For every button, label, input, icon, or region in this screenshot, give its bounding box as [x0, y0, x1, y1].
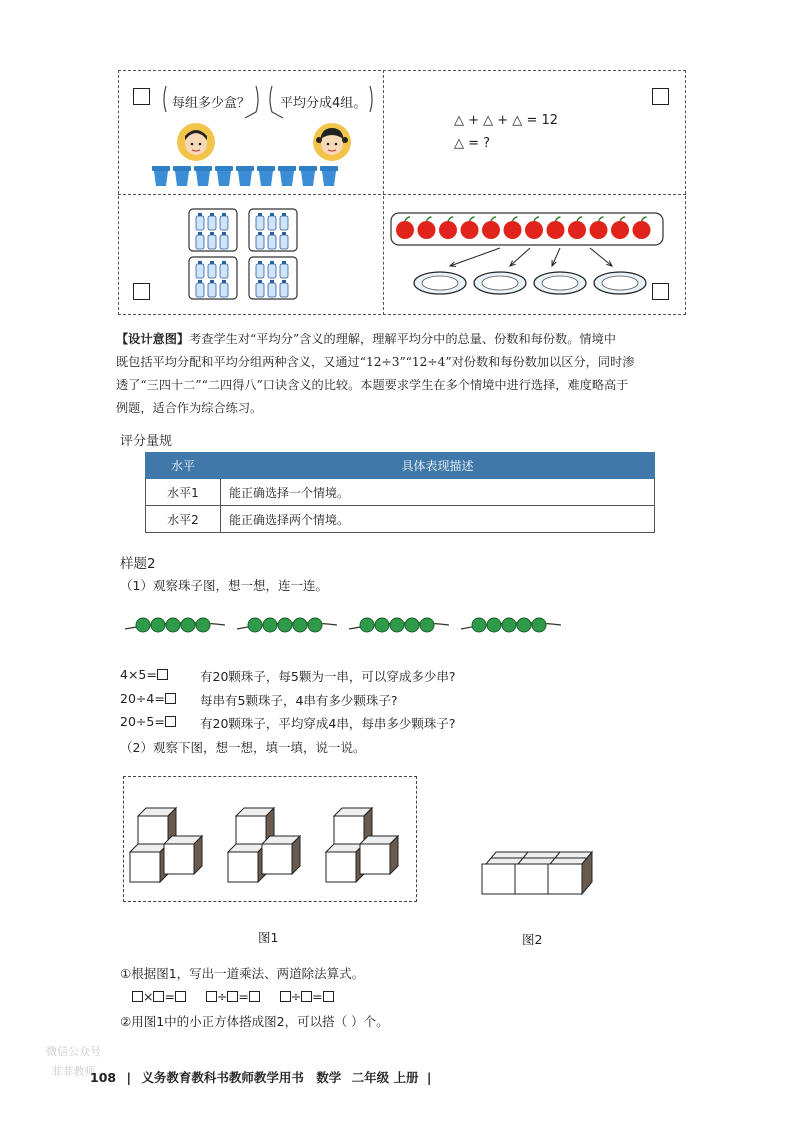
girl-avatar-icon — [312, 122, 352, 162]
bead — [308, 618, 322, 632]
equals-sign: = — [312, 989, 323, 1004]
book-title: 义务教育教科书教师教学用书 — [141, 1070, 304, 1085]
rubric-description: 能正确选择两个情境。 — [221, 506, 655, 533]
grid-divider-vertical — [383, 70, 384, 315]
bottle-pack — [189, 209, 237, 251]
bead — [517, 618, 531, 632]
cube-group — [228, 808, 300, 882]
answer-box[interactable] — [165, 716, 176, 727]
bead — [360, 618, 374, 632]
triangle-equation: △ + △ + △ = 12 — [454, 113, 559, 128]
cup-icon — [236, 166, 254, 186]
bead — [248, 618, 262, 632]
match-row-2 — [120, 691, 398, 708]
description-3: 有20颗珠子，平均穿成4串，每串多少颗珠子? — [200, 716, 456, 731]
arrow-icon — [590, 248, 612, 266]
answer-box[interactable] — [153, 991, 164, 1002]
bead — [136, 618, 150, 632]
book-grade: 二年级 上册 — [351, 1070, 419, 1085]
cup-icon — [320, 166, 338, 186]
bead — [487, 618, 501, 632]
plate-icon — [414, 272, 466, 294]
boy-avatar-icon — [176, 122, 216, 162]
arrow-icon — [552, 248, 560, 266]
bead — [420, 618, 434, 632]
bottle-pack — [249, 257, 297, 299]
bead — [166, 618, 180, 632]
sub-question-1: ①根据图1，写出一道乘法、两道除法算式。 — [120, 966, 365, 981]
answer-box[interactable] — [249, 991, 260, 1002]
answer-box[interactable] — [227, 991, 238, 1002]
bubble-right-text: 平均分成4组。 — [280, 96, 367, 111]
rubric-level: 水平2 — [146, 506, 221, 533]
bead-string — [125, 618, 225, 632]
table-row — [146, 506, 655, 533]
bead-strings — [125, 613, 595, 639]
equals-sign: = — [238, 989, 249, 1004]
rubric-header-description: 具体表现描述 — [221, 453, 655, 479]
bubble-left-text: 每组多少盒？ — [172, 96, 251, 111]
match-row-1 — [120, 667, 456, 684]
watermark-line-2: 菲菲教师 — [51, 1065, 96, 1078]
scenario-checkbox-3[interactable] — [133, 283, 150, 300]
rubric-level: 水平1 — [146, 479, 221, 506]
apples-to-plates — [385, 208, 685, 300]
figure-2-block — [476, 848, 606, 898]
bead — [181, 618, 195, 632]
description-2: 每串有5颗珠子，4串有多少颗珠子? — [200, 693, 398, 708]
watermark-line-1: 微信公众号 — [46, 1045, 101, 1058]
equation-1: 4×5= — [120, 667, 157, 682]
rubric-title: 评分量规 — [120, 434, 173, 449]
divide-sign: ÷ — [290, 989, 302, 1004]
bead — [375, 618, 389, 632]
cup-icon — [194, 166, 212, 186]
triangle-question: △ = ? — [454, 136, 491, 151]
bottle-pack — [249, 209, 297, 251]
scenario-checkbox-2[interactable] — [652, 88, 669, 105]
cups-row — [148, 164, 348, 190]
cup-icon — [278, 166, 296, 186]
bead — [263, 618, 277, 632]
sample-title: 样题2 — [120, 556, 156, 572]
cube-groups — [128, 798, 418, 888]
book-subject: 数学 — [316, 1070, 342, 1085]
rubric-table — [145, 452, 655, 533]
scenario-checkbox-1[interactable] — [133, 88, 150, 105]
rubric-header-level: 水平 — [146, 453, 221, 479]
figure-2-label: 图2 — [522, 932, 543, 947]
figure-1-label: 图1 — [258, 930, 279, 945]
bottle-pack — [189, 257, 237, 299]
multiply-sign: × — [143, 989, 154, 1004]
design-intent-line-4: 例题，适合作为综合练习。 — [116, 401, 263, 415]
bead — [151, 618, 165, 632]
page-number: 108 — [90, 1070, 117, 1085]
equation-blanks — [132, 989, 334, 1004]
question-2: （2）观察下图，想一想，填一填，说一说。 — [120, 740, 366, 755]
bead — [293, 618, 307, 632]
cup-icon — [173, 166, 191, 186]
arrow-icon — [510, 248, 530, 266]
equals-sign: = — [164, 989, 175, 1004]
bead — [472, 618, 486, 632]
answer-box[interactable] — [175, 991, 186, 1002]
cup-icon — [215, 166, 233, 186]
cup-icon — [152, 166, 170, 186]
answer-box[interactable] — [323, 991, 334, 1002]
bead-string — [461, 618, 561, 632]
question-1: （1）观察珠子图，想一想，连一连。 — [120, 578, 328, 593]
rubric-description: 能正确选择一个情境。 — [221, 479, 655, 506]
design-intent-label: 【设计意图】 — [116, 332, 190, 346]
table-row — [146, 479, 655, 506]
cup-icon — [299, 166, 317, 186]
plate-icon — [474, 272, 526, 294]
bead — [502, 618, 516, 632]
answer-box[interactable] — [301, 991, 312, 1002]
bead — [532, 618, 546, 632]
description-1: 有20颗珠子，每5颗为一串，可以穿成多少串? — [200, 669, 456, 684]
design-intent-line-1: 考查学生对“平均分”含义的理解，理解平均分中的总量、份数和每份数。情境中 — [189, 332, 616, 346]
answer-box[interactable] — [206, 991, 217, 1002]
cube-group — [130, 808, 202, 882]
match-row-3 — [120, 714, 456, 731]
grid-divider-horizontal — [118, 194, 686, 195]
bead — [278, 618, 292, 632]
equation-2: 20÷4= — [120, 691, 165, 706]
answer-box[interactable] — [132, 991, 143, 1002]
arrow-icon — [450, 248, 500, 266]
divide-sign: ÷ — [216, 989, 228, 1004]
answer-box[interactable] — [157, 669, 168, 680]
bead — [196, 618, 210, 632]
design-intent-line-2: 既包括平均分配和平均分组两种含义，又通过“12÷3”“12÷4”对份数和每份数加以区分，同时渗 — [116, 355, 635, 369]
answer-box[interactable] — [165, 693, 176, 704]
design-intent — [116, 328, 691, 420]
design-intent-line-3: 透了“三四十二”“二四得八”口诀含义的比较。本题要求学生在多个情境中进行选择，难度略高于 — [116, 378, 629, 392]
plate-icon — [594, 272, 646, 294]
bead-string — [237, 618, 337, 632]
answer-box[interactable] — [280, 991, 291, 1002]
bead — [405, 618, 419, 632]
page-footer: 108 | 义务教育教科书教师教学用书 数学 二年级 上册 | — [90, 1070, 432, 1085]
sub-question-2: ②用图1中的小正方体搭成图2，可以搭（ ）个。 — [120, 1014, 389, 1029]
cup-icon — [257, 166, 275, 186]
plate-icon — [534, 272, 586, 294]
cube-group — [326, 808, 398, 882]
bead-string — [349, 618, 449, 632]
equation-3: 20÷5= — [120, 714, 165, 729]
bottle-packs — [188, 208, 298, 300]
bead — [390, 618, 404, 632]
